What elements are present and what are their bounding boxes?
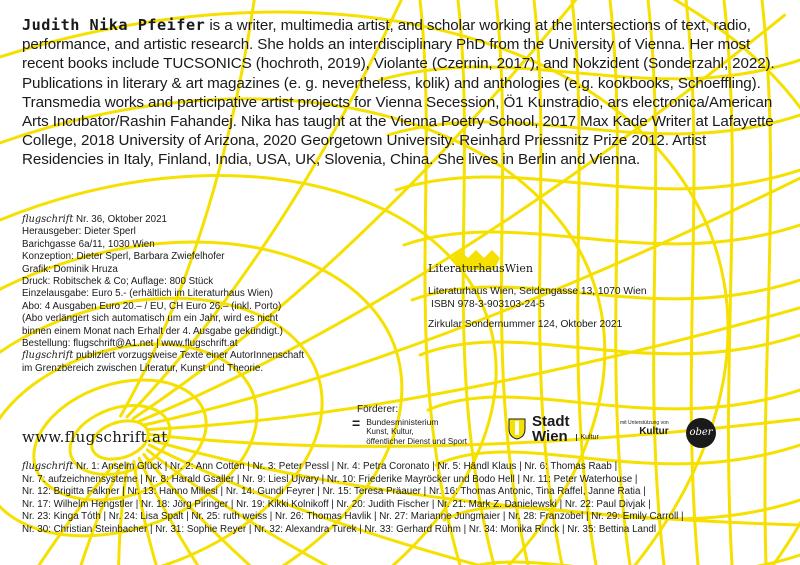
imprint-brand: flugschrift: [22, 214, 74, 225]
imprint-line: binnen einem Monat nach Erhalt der 4. Ausgabe gekündigt.): [22, 325, 283, 337]
stadt-text: Stadt: [532, 413, 570, 430]
imprint: [22, 214, 352, 375]
series-number: Zirkular Sondernummer 124, Oktober 2021: [428, 319, 623, 330]
grid-line: [428, 390, 800, 410]
imprint-line: Konzeption: Dieter Sperl, Barbara Zwiefelhofer: [22, 251, 225, 263]
sponsors-label: Förderer:: [357, 404, 399, 415]
imprint-line: Grafik: Dominik Hruza: [22, 263, 118, 275]
isbn: ISBN 978-3-903103-24-5: [431, 299, 545, 310]
issues-line: Nr. 17: Wilhelm Hengstler | Nr. 18: Jörg Piringer | Nr. 19: Kikki Kolnikoff | Nr. 20: Judith Fischer | Nr. 21: Mark Z. Danielewski | Nr. 22: Paul Divjak |: [22, 498, 651, 510]
wien-shield-icon: [508, 418, 526, 440]
issues-line: Nr. 23: Kinga Tóth | Nr. 24: Lisa Spalt | Nr. 25: ruth weiss | Nr. 26: Thomas Havlik | Nr. 27: Marianne Jungmaier | Nr. 28: Franzobel | Nr. 29: Emily Carroll |: [22, 511, 684, 523]
issues-brand: flugschrift: [22, 461, 74, 472]
literaturhaus-block: [428, 258, 688, 331]
issues-line: Nr. 12: Brigitta Falkner | Nr. 13: Hanno Millesi | Nr. 14: Gundi Feyrer | Nr. 15: Teresa Präauer | Nr. 16: Thomas Antonic, Tina Raffel, Janne Ratia |: [22, 486, 646, 498]
imprint-line: Einzelausgabe: Euro 5.- (erhältlich im Literaturhaus Wien): [22, 288, 274, 300]
bio-text: is a writer, multimedia artist, and scholar working at the intersections of text, radio, performance, and artistic research. She holds an interdisciplinary PhD from the University of Vienna. Her most recent books include TUCSONICS (hochroth, 2019), Violante (Czernin, 2017), and Nokzident (Sonderzahl, 2022). Publications in literary & art magazines (e. g. nevertheless, kolik) and anthologies (e.g. kookbooks, Schoeffling). Transmedia works and participative artist projects for Vienna Secession, Ö1 Kunstradio, ars electronica/American Arts Incubator/Rashin Fahandej. Nika has taught at the Vienna Poetry School, 2017 Max Kade Writer at Lafayette College, 2018 University of Arizona, 2020 Georgetown University. Reinhard Priessnitz Prize 2012. Artist Residencies in Italy, Finland, India, USA, UK, Slovenia, China. She lives in Berlin and Vienna.: [22, 17, 775, 169]
bmk-flag-icon: =: [352, 415, 361, 431]
literaturhaus-logo-text: LiteraturhausWien: [428, 262, 533, 275]
bmk-logo: [352, 417, 467, 447]
wien-text: Wien: [532, 428, 568, 445]
grid-line: [452, 555, 800, 565]
kultur-text: Kultur: [639, 426, 669, 437]
imprint-brand-2: flugschrift: [22, 350, 74, 362]
issue-list: [22, 461, 792, 537]
stadt-kultur-text: Kultur: [576, 434, 599, 441]
kultur-logo: [620, 420, 669, 437]
imprint-about-2: im Grenzbereich zwischen Literatur, Kunst und Theorie.: [22, 362, 264, 374]
stadt-wien-logo: [508, 414, 599, 444]
imprint-about: publiziert vorzugsweise Texte einer AutorInnenschaft: [73, 350, 305, 362]
website-link[interactable]: www.flugschrift.at: [22, 428, 168, 446]
ober-logo: ober: [686, 418, 716, 448]
imprint-line: Bestellung: flugschrift@A1.net | www.flugschrift.at: [22, 338, 238, 350]
imprint-line: Barichgasse 6a/11, 1030 Wien: [22, 238, 155, 250]
imprint-line: Druck: Robitschek & Co; Auflage: 800 Stück: [22, 276, 214, 288]
bmk-sub-1: Kunst, Kultur,: [366, 427, 414, 436]
imprint-line: (Abo verlängert sich automatisch um ein Jahr, wird es nicht: [22, 313, 278, 325]
bmk-sub-2: öffentlicher Dienst und Sport: [366, 437, 467, 446]
kultur-support-text: mit Unterstützung von: [620, 420, 669, 426]
imprint-line: Herausgeber: Dieter Sperl: [22, 226, 136, 238]
author-bio: [22, 16, 784, 170]
bmk-title: Bundesministerium: [366, 417, 439, 427]
issues-line: Nr. 30: Christian Steinbacher | Nr. 31: Sophie Reyer | Nr. 32: Alexandra Turek | Nr. 33: Gerhard Rühm | Nr. 34: Monika Rinck | Nr. 35: Bettina Landl: [22, 523, 657, 535]
grid-line: [420, 335, 800, 355]
grid-line: [396, 170, 800, 190]
imprint-issue: Nr. 36, Oktober 2021: [73, 214, 167, 225]
issues-line: Nr. 1: Anselm Glück | Nr. 2: Ann Cotten | Nr. 3: Peter Pessl | Nr. 4: Petra Coronato | Nr. 5: Händl Klaus | Nr. 6: Thomas Raab |: [73, 461, 618, 472]
literaturhaus-address: Literaturhaus Wien, Seidengasse 13, 1070 Wien: [428, 286, 647, 297]
issues-line: Nr. 7: aufzeichnensysteme | Nr. 8: Harald Gsaller | Nr. 9: Liesl Ujvary | Nr. 10: Friederike Mayröcker und Bodo Hell | Nr. 11: Peter Waterhouse |: [22, 473, 638, 485]
author-name: Judith Nika Pfeifer: [22, 16, 206, 34]
imprint-line: Abo: 4 Ausgaben Euro 20.– / EU, CH Euro 26.– (inkl. Porto): [22, 300, 282, 312]
